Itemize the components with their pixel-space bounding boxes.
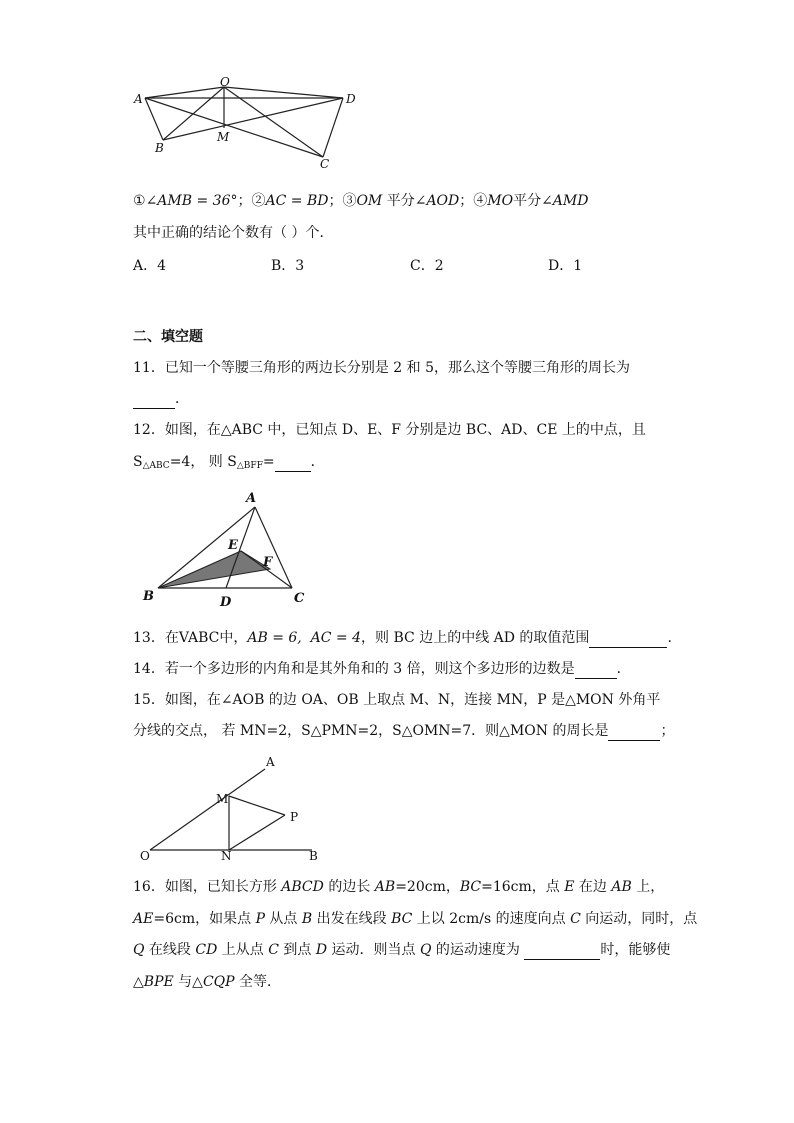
q12-line2: $S_{\triangle ABC}=4$， 则 $S_{\triangle BFF}=$ ． xyxy=(133,454,325,471)
q11-line1: 11．已知一个等腰三角形的两边长分别是 2 和 5，那么这个等腰三角形的周长为 xyxy=(133,360,630,376)
q10-question: 其中正确的结论个数有（ ）个． xyxy=(133,225,334,241)
q10-option-a[interactable]: A．4 xyxy=(133,258,167,274)
label-o: O xyxy=(140,849,150,863)
label-d: D xyxy=(346,92,356,106)
label-c: C xyxy=(320,157,330,171)
label-b: B xyxy=(143,589,154,604)
q12-line1: 12．如图，在△ABC 中，已知点 D、E、F 分别是边 BC、AD、CE 上的中点，且 xyxy=(133,422,646,438)
label-a: A xyxy=(266,755,275,769)
label-m: M xyxy=(216,792,229,806)
q10-statements: ①∠AMB = 36°；②AC = BD；③OM 平分∠AOD；④MO平分∠AMD xyxy=(133,193,589,209)
label-o: O xyxy=(220,75,230,89)
q16-line2: AE=6cm，如果点 P 从点 B 出发在线段 BC 上以 2cm/s 的速度向点 C 向运动，同时，点 xyxy=(133,911,698,927)
q10-option-b[interactable]: B．3 xyxy=(271,258,305,274)
label-b: B xyxy=(309,849,318,863)
label-c: C xyxy=(294,591,305,606)
q14-line: 14．若一个多边形的内角和是其外角和的 3 倍，则这个多边形的边数是 ． xyxy=(133,661,631,677)
segment-mp xyxy=(229,796,285,815)
q10-option-d[interactable]: D．1 xyxy=(548,258,583,274)
q16-line4: △BPE 与△CQP 全等． xyxy=(133,974,281,990)
q15-line2: 分线的交点， 若 MN=2，S△PMN=2，S△OMN=7．则△MON 的周长是 ； xyxy=(133,723,675,739)
label-e: E xyxy=(228,538,238,553)
label-b: B xyxy=(155,141,164,155)
q10-option-c[interactable]: C．2 xyxy=(410,258,444,274)
label-d: D xyxy=(220,595,232,610)
label-a: A xyxy=(134,92,143,106)
q16-answer-blank[interactable] xyxy=(524,941,600,960)
section-title: 二、填空题 xyxy=(133,329,203,345)
segment-np xyxy=(229,815,285,850)
q16-line3: Q 在线段 CD 上从点 C 到点 D 运动．则当点 Q 的运动速度为 时，能够使 xyxy=(133,942,671,958)
label-m: M xyxy=(217,130,230,144)
q11-line2: ． xyxy=(133,390,189,409)
label-p: P xyxy=(290,810,299,824)
q16-line1: 16．如图，已知长方形 ABCD 的边长 AB=20cm，BC=16cm，点 E 在边 AB 上， xyxy=(133,879,665,895)
label-n: N xyxy=(221,849,232,863)
q15-line1: 15．如图，在∠AOB 的边 OA、OB 上取点 M、N，连接 MN，P 是△MON 外角平 xyxy=(133,692,661,708)
label-a: A xyxy=(246,491,257,506)
q13-line: 13．在VABC中，AB = 6, AC = 4，则 BC 边上的中线 AD 的取值范围 . xyxy=(133,630,672,646)
label-f: F xyxy=(263,555,273,570)
